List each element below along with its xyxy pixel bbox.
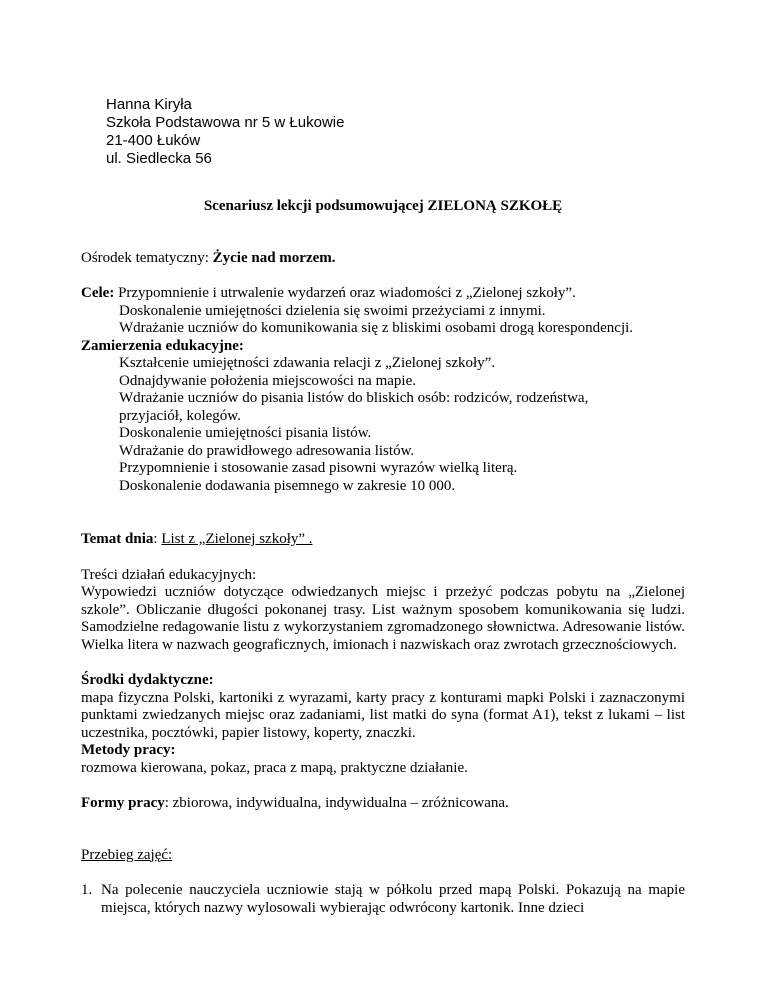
educational-aims-list — [81, 355, 685, 495]
goals-item: Wdrażanie uczniów do komunikowania się z bliskimi osobami drogą korespondencji. — [119, 320, 634, 336]
teaching-aids-section — [81, 672, 685, 777]
aims-item: Odnajdywanie położenia miejscowości na mapie. — [119, 372, 416, 389]
goals-list — [81, 303, 685, 338]
aims-item: Wdrażanie do prawidłowego adresowania listów. — [119, 442, 415, 459]
aims-item: Przypomnienie i stosowanie zasad pisowni wyrazów wielką literą. — [119, 460, 518, 476]
day-topic — [81, 531, 685, 549]
aims-item: Doskonalenie umiejętności pisania listów. — [119, 425, 372, 441]
activities-text: Wypowiedzi uczniów dotyczące odwiedzanych miejsc i przeżyć podczas pobytu na „Zielonej szkole”. Obliczanie długości pokonanej trasy. List ważnym sposobem komunikowania się ludzi. Samodzielne redagowanie listu z wykorzystaniem zgromadzonego słownictwa. Adresowanie listów. Wielka litera w nazwach geograficznych, imionach i nazwiskach oraz zwrotach grzecznościowych. — [81, 584, 685, 653]
educational-aims-label: Zamierzenia edukacyjne: — [81, 337, 244, 354]
aims-item: przyjaciół, kolegów. — [119, 407, 241, 424]
work-forms-label: Formy pracy — [81, 795, 165, 811]
activities-label: Treści działań edukacyjnych: — [81, 566, 257, 583]
street-address: ul. Siedlecka 56 — [106, 150, 212, 167]
teaching-aids-label: Środki dydaktyczne: — [81, 672, 214, 688]
aims-item: Doskonalenie dodawania pisemnego w zakresie 10 000. — [119, 477, 456, 494]
day-topic-label: Temat dnia — [81, 531, 154, 547]
author-name: Hanna Kiryła — [106, 96, 192, 113]
activities-section — [81, 567, 685, 655]
lesson-course-heading: Przebieg zajęć: — [81, 846, 173, 863]
document-body — [81, 96, 685, 917]
lesson-step-text: Na polecenie nauczyciela uczniowie stają w półkolu przed mapą Polski. Pokazują na mapie miejsca, których nazwy wylosowali wybierając odwrócony kartonik. Inne dzieci — [101, 882, 685, 916]
goals-first-line — [81, 285, 685, 303]
document-title: Scenariusz lekcji podsumowującej ZIELONĄ SZKOŁĘ — [203, 198, 563, 214]
goals-item-0: Przypomnienie i utrwalenie wydarzeń oraz wiadomości z „Zielonej szkoły”. — [114, 285, 576, 301]
goals-item: Doskonalenie umiejętności dzielenia się swoimi przeżyciami z innymi. — [119, 302, 546, 319]
postal-code-city: 21-400 Łuków — [106, 132, 201, 149]
thematic-center — [81, 250, 685, 268]
lesson-step-number: 1. — [81, 882, 93, 898]
thematic-center-value: Życie nad morzem. — [212, 249, 336, 266]
aims-item: Kształcenie umiejętności zdawania relacji z „Zielonej szkoły”. — [119, 355, 496, 371]
day-topic-colon: : — [153, 531, 162, 547]
thematic-center-label: Ośrodek tematyczny: — [81, 249, 213, 266]
lesson-step — [81, 882, 685, 917]
school-name: Szkoła Podstawowa nr 5 w Łukowie — [106, 114, 345, 131]
author-address-block — [106, 96, 685, 168]
teaching-aids-text: mapa fizyczna Polski, kartoniki z wyrazami, karty pracy z konturami mapki Polski i zaznaczonymi punktami zwiedzanych miejsc oraz zadaniami, list matki do syna (format A1), tekst z lukami – list uczestnika, pocztówki, papier listowy, koperty, znaczki. — [81, 689, 685, 741]
day-topic-value: List z „Zielonej szkoły” . — [161, 531, 313, 547]
work-forms-text: : zbiorowa, indywidualna, indywidualna – zróżnicowana. — [164, 795, 509, 811]
goals-section — [81, 285, 685, 495]
goals-label: Cele: — [81, 285, 115, 301]
methods-text: rozmowa kierowana, pokaz, praca z mapą, praktyczne działanie. — [81, 759, 468, 776]
aims-item: Wdrażanie uczniów do pisania listów do bliskich osób: rodziców, rodzeństwa, — [119, 390, 589, 406]
work-forms — [81, 795, 685, 813]
methods-label: Metody pracy: — [81, 742, 176, 758]
